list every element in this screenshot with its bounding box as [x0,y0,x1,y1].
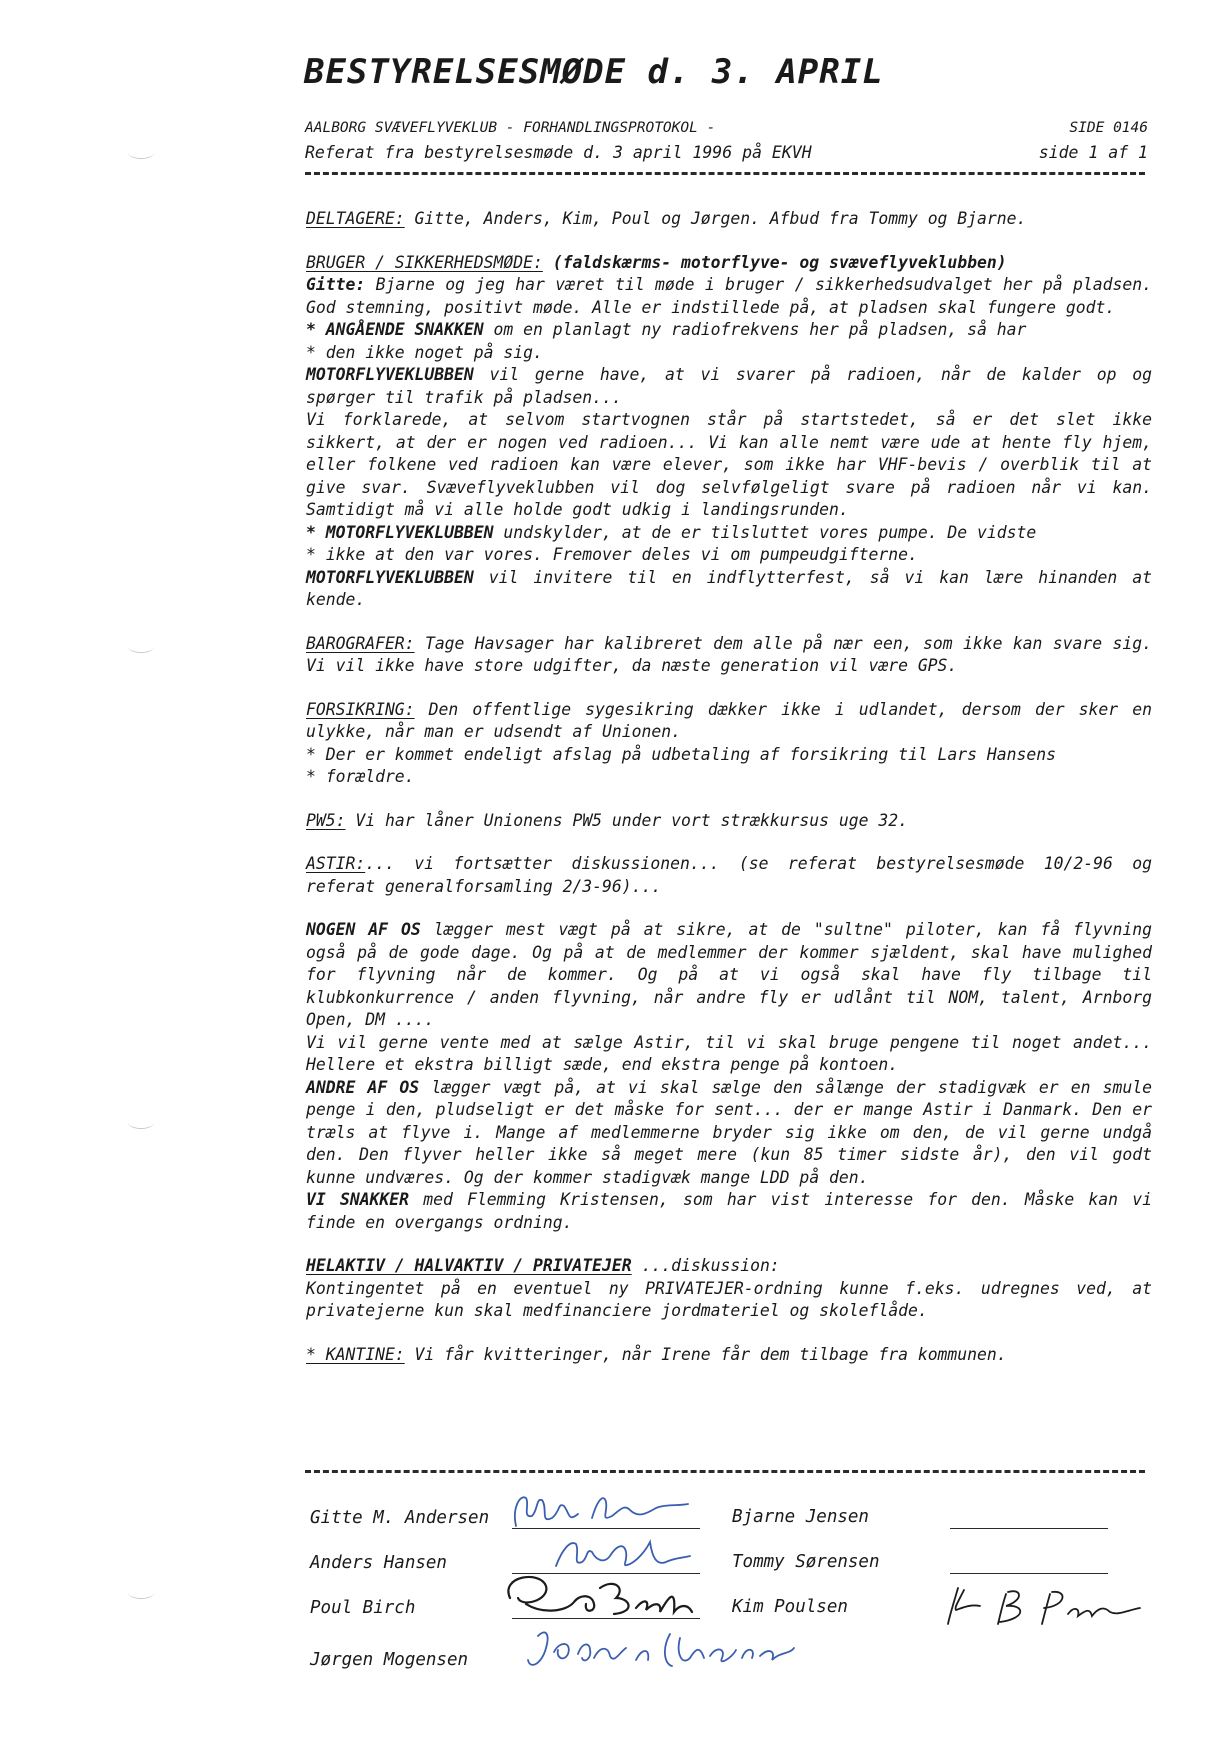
club-protocol-label: AALBORG SVÆVEFLYVEKLUB - FORHANDLINGSPROTOKOL - [305,120,716,136]
section-helaktiv [306,1255,1152,1323]
punch-hole-mark [128,1116,154,1129]
section-text: Vi får kvitteringer, når Irene får dem tilbage fra kommunen. [404,1344,1007,1364]
signature-poul [496,1568,706,1624]
signature-line [950,1573,1108,1574]
paragraph-text: med Flemming Kristensen, som har vist interesse for den. Måske kan vi finde en overgangs ordning. [306,1190,1152,1232]
page-count: side 1 af 1 [1038,143,1148,162]
bold-lead: * MOTORFLYVEKLUBBEN [306,522,494,542]
signatory-name: Poul Birch [310,1598,416,1618]
section-heading-note: (faldskærms- motorflyve- og svæveflyveklubben) [542,252,1007,272]
paragraph-text: vil gerne have, at vi svarer på radioen, når de kalder op og spørger til trafik på pladsen... [306,365,1152,407]
paragraph-text: om en planlagt ny radiofrekvens her på pladsen, så har [483,320,1027,339]
section-heading: FORSIKRING: [306,699,415,719]
paragraph-text: * den ikke noget på sig. [306,342,543,362]
paragraph-text: lægger vægt på, at vi skal sælge den sålænge der stadigvæk er en smule penge i den, pludseligt er det måske for sent... der er mange Astir i Danmark. Den er træls at flyve i. Mange af medlemmerne bryder sig ikke om den, de vil gerne undgå den. Den flyver heller ikke så meget mere (kun 85 timer sidste år), den vil godt kunne undværes. Og der kommer stadigvæk mange LDD på den. [306,1077,1152,1187]
bold-lead: MOTORFLYVEKLUBBEN [306,567,474,587]
section-barografer [306,633,1152,678]
bold-lead: VI SNAKKER [306,1190,410,1209]
punch-hole-mark [128,1586,154,1599]
bold-lead: NOGEN AF OS [306,920,421,939]
signature-divider [305,1470,1145,1473]
section-pw5 [306,810,1152,833]
bold-lead: MOTORFLYVEKLUBBEN [306,365,474,384]
section-heading: PW5: [306,810,346,830]
document-title: BESTYRELSESMØDE d. 3. APRIL [304,52,884,92]
section-kantine [306,1344,1152,1367]
section-text: Gitte, Anders, Kim, Poul og Jørgen. Afbud fra Tommy og Bjarne. [404,209,1027,228]
punch-hole-mark [128,146,154,159]
page-code: SIDE 0146 [1069,120,1148,136]
paragraph-text: Vi vil gerne vente med at sælge Astir, til vi skal bruge pengene til noget andet... Hellere et ekstra billigt sæde, end ekstra penge på kontoen. [306,1032,1152,1074]
signatory-name: Tommy Sørensen [732,1552,880,1572]
section-text: Tage Havsager har kalibreret dem alle på nær een, som ikke kan svare sig. Vi vil ikke have store udgifter, da næste generation vil være GPS. [306,633,1152,675]
section-bruger [306,252,1152,612]
meeting-subtitle: Referat fra bestyrelsesmøde d. 3 april 1996 på EKVH [305,143,812,162]
signature-line [950,1528,1108,1529]
signatory-name: Bjarne Jensen [732,1507,869,1527]
paragraph-text: undskylder, at de er tilsluttet vores pumpe. De vidste [493,522,1037,542]
section-text: Den offentlige sygesikring dækker ikke i udlandet, dersom der sker en ulykke, når man er udsendt af Unionen. [306,699,1152,741]
punch-hole-mark [128,640,154,653]
signature-gitte [508,1488,708,1536]
paragraph-text: lægger mest vægt på at sikre, at de "sultne" piloter, kan få flyvning også på de gode dage. Og på at de medlemmer der kommer sjældent, skal have mulighed for flyvning når de kommer. Og på at vi også skal have fly tilbage til klubkonkurrence / anden flyvning, når andre fly er udlånt til NOM, talent, Arnborg Open, DM .... [306,920,1152,1029]
section-forsikring [306,699,1152,789]
paragraph-text: Kontingentet på en eventuel ny PRIVATEJER-ordning kunne f.eks. udregnes ved, at privatejerne kun skal medfinanciere jordmateriel og skoleflåde. [306,1278,1152,1320]
speaker-label: Gitte: [306,275,366,294]
minutes-body [306,208,1152,1366]
section-heading: DELTAGERE: [306,209,405,228]
signatory-name: Jørgen Mogensen [310,1650,469,1670]
header-divider [305,172,1145,175]
section-heading: BAROGRAFER: [306,633,415,653]
paragraph-text: * ikke at den var vores. Fremover deles vi om pumpeudgifterne. [306,545,918,564]
section-text: Vi har låner Unionens PW5 under vort strækkursus uge 32. [345,810,908,830]
bold-lead: ANDRE AF OS [306,1077,420,1097]
section-heading: HELAKTIV / HALVAKTIV / PRIVATEJER [306,1256,632,1275]
section-heading-tail: ...diskussion: [631,1256,780,1275]
paragraph-text: * forældre. [306,767,415,786]
section-astir [306,853,1152,1234]
section-heading: BRUGER / SIKKERHEDSMØDE: [306,252,543,272]
bold-lead: * ANGÅENDE SNAKKEN [306,320,484,339]
paragraph-text: vil invitere til en indflytterfest, så vi kan lære hinanden at kende. [306,567,1152,609]
paragraph-text: * Der er kommet endeligt afslag på udbetaling af forsikring til Lars Hansens [306,744,1056,764]
section-deltagere [306,208,1152,231]
section-text: ... vi fortsætter diskussionen... (se referat bestyrelsesmøde 10/2-96 og referat generalforsamling 2/3-96)... [306,854,1152,896]
signature-kim [940,1580,1150,1630]
section-heading: * KANTINE: [306,1344,405,1364]
signatory-name: Anders Hansen [310,1553,447,1573]
paragraph-text: Bjarne og jeg har været til møde i bruger / sikkerhedsudvalget her på pladsen. God stemning, positivt møde. Alle er indstillede på, at pladsen skal fungere godt. [306,275,1152,317]
section-heading: ASTIR: [306,854,366,873]
paragraph-text: Vi forklarede, at selvom startvognen står på startstedet, så er det slet ikke sikkert, at der er nogen ved radioen... Vi kan alle nemt være ude at hente fly hjem, eller folkene ved radioen kan være elever, som ikke har VHF-bevis / overblik til at give svar. Svæveflyveklubben vil dog selvfølgeligt svare på radioen når vi kan. Samtidigt må vi alle holde godt udkig i landingsrunden. [306,410,1152,519]
signature-jorgen [520,1618,820,1680]
signatory-name: Kim Poulsen [732,1597,848,1617]
signatory-name: Gitte M. Andersen [310,1508,490,1528]
